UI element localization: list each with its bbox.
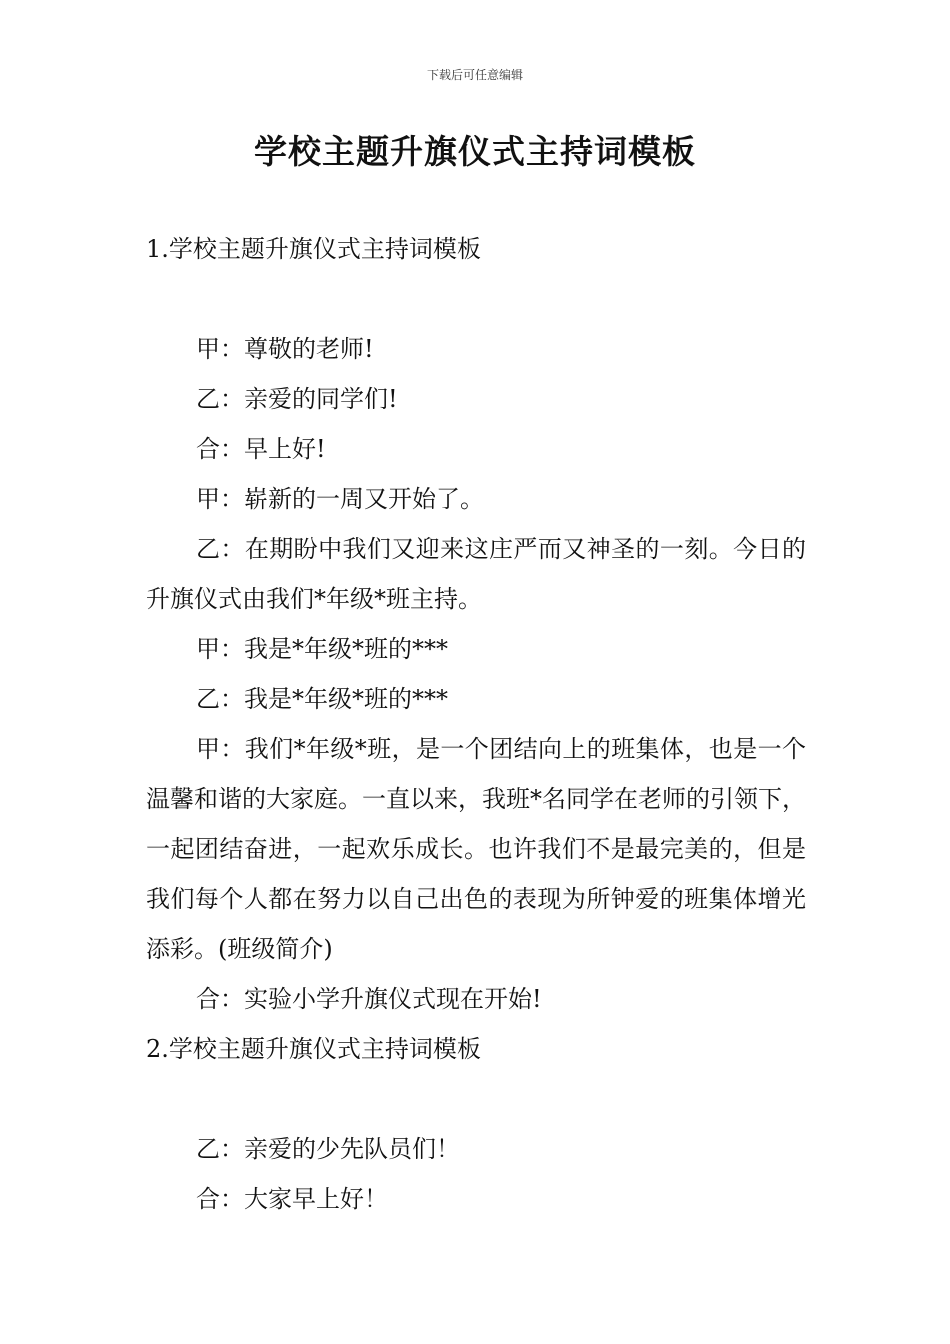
dialogue-line: 乙：亲爱的少先队员们！: [196, 1135, 460, 1163]
document-body: [146, 224, 806, 1224]
dialogue-line: 甲：我们*年级*班，是一个团结向上的班集体，也是一个温馨和谐的大家庭。一直以来，我班*名同学在老师的引领下，一起团结奋进，一起欢乐成长。也许我们不是最完美的，但是我们每个人都在努力以自己出色的表现为所钟爱的班集体增光添彩。(班级简介): [146, 735, 806, 963]
dialogue-line: 甲：崭新的一周又开始了。: [196, 485, 484, 513]
dialogue-line: 甲：尊敬的老师!: [196, 335, 374, 363]
spacer: [146, 1074, 806, 1124]
dialogue-line: 合：实验小学升旗仪式现在开始!: [196, 985, 542, 1013]
dialogue-line: 甲：我是*年级*班的***: [196, 635, 448, 663]
dialogue-line: 乙：在期盼中我们又迎来这庄严而又神圣的一刻。今日的升旗仪式由我们*年级*班主持。: [146, 535, 806, 613]
section-heading: 2.学校主题升旗仪式主持词模板: [146, 1035, 481, 1063]
dialogue-line: 合：早上好!: [196, 435, 326, 463]
dialogue-line: 合：大家早上好！: [196, 1185, 388, 1213]
section-heading: 1.学校主题升旗仪式主持词模板: [146, 235, 481, 263]
dialogue-line: 乙：亲爱的同学们!: [196, 385, 398, 413]
document-title: 学校主题升旗仪式主持词模板: [254, 132, 696, 171]
dialogue-line: 乙：我是*年级*班的***: [196, 685, 448, 713]
spacer: [146, 274, 806, 324]
header-note: 下载后可任意编辑: [426, 68, 523, 82]
